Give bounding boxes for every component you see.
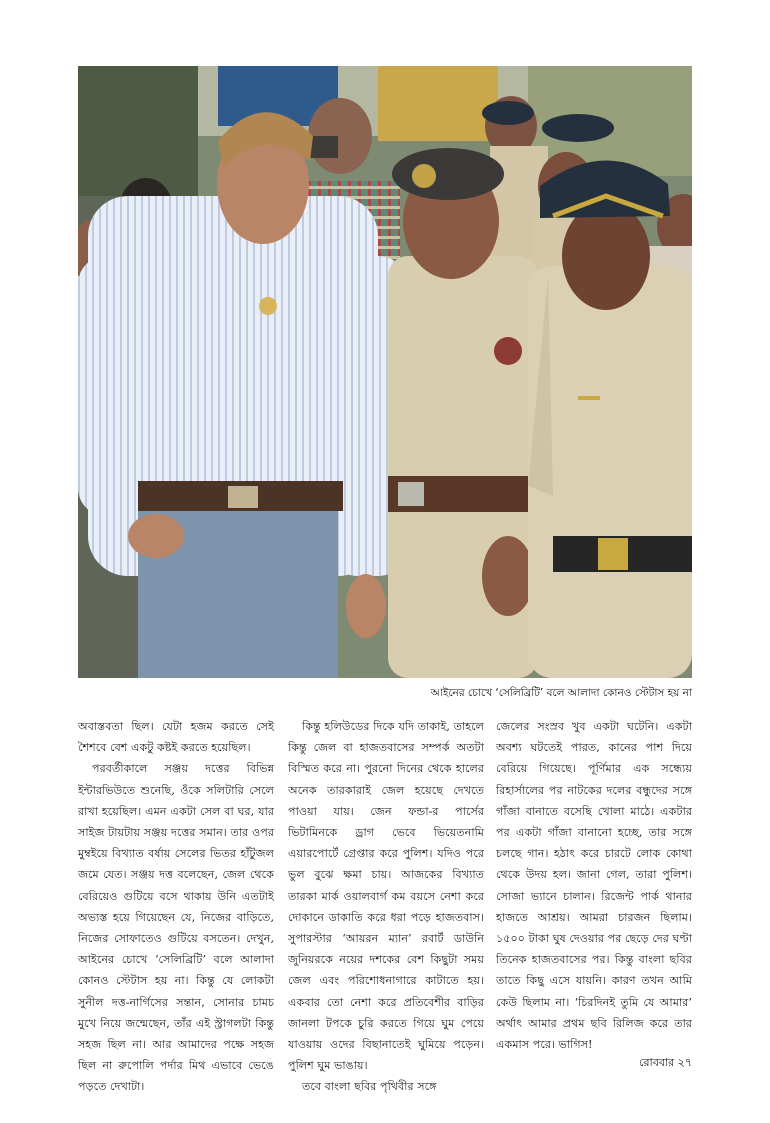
article-column-2 — [288, 716, 484, 1098]
article-photo — [78, 66, 692, 678]
article-paragraph: জেলের সংস্রব খুব একটা ঘটেনি। একটা অবশ্য ঘটতেই পারত, কানের পাশ দিয়ে বেরিয়ে গিয়েছে। পূর্ণিমার এক সন্ধ্যেয় রিহার্সালের পর নাটকের দলের বন্ধুদের সঙ্গে গাঁজা বানাতে বসেছি খোলা মাঠে। একটার পর একটা গাঁজা বানানো হচ্ছে, তার সঙ্গে চলছে গান। হঠাৎ করে চারটে লোক কোথা থেকে উদয় হল। জানা গেল, তারা পুলিশ। সোজা ভ্যানে চালান। রিজেন্ট পার্ক থানার হাজতে আশ্রয়। আমরা চারজন ছিলাম। ১৫০০ টাকা ঘুষ দেওয়ার পর ছেড়ে দের ঘণ্টা তিনেক হাজতবাসের পর। কিন্তু বাংলা ছবির তাতে কিছু এসে যায়নি। কারণ তখন আমি কেউ ছিলাম না। ‘চিরদিনই তুমি যে আমার’ অর্থাৎ আমার প্রথম ছবি রিলিজ করে তার একমাস পরে। ভাগিস! — [496, 720, 692, 1052]
page-footer: রোববার ২৭ — [639, 1056, 692, 1069]
article-paragraph: কিন্তু হলিউডের দিকে যদি তাকাই, তাহলে কিন্তু জেল বা হাজতবাসের সম্পর্ক অতটা বিস্মিত করে না। পুরনো দিনের থেকে হালের অনেক তারকারাই জেল হয়েছে দেখতে পাওয়া যায়। জেন ফন্ডা-র পার্সের ভিটামিনকে ড্রাগ ভেবে ভিয়েতনামি এয়ারপোর্টে গ্রেপ্তার করে পুলিশ। যদিও পরে ভুল বুঝে ক্ষমা চায়। আজকের বিখ্যাত তারকা মার্ক ওয়ালবার্গ কম বয়সে নেশা করে দোকানে ডাকাতি করে ধরা পড়ে হাজতবাস। সুপারস্টার ‘আয়রন ম্যান’ রবার্ট ডাউনি জুনিয়রকে নয়ের দশকের বেশ কিছুটা সময় জেল এবং পরিশোধনাগারে কাটাতে হয়। একবার তো নেশা করে প্রতিবেশীর বাড়ির জানলা টপকে চুরি করতে গিয়ে ঘুম পেয়ে যাওয়ায় ওদের বিছানাতেই ঘুমিয়ে পড়েন। পুলিশ ঘুম ভাঙায়। — [288, 720, 484, 1073]
article-paragraph: পরবর্তীকালে সঞ্জয় দত্তের বিভিন্ন ইন্টারভিউতে শুনেছি, ওঁকে সলিটারি সেলে রাখা হয়েছিল। এমন একটা সেল বা ঘর, যার সাইজ টায়টায় সঞ্জয় দত্তের সমান। তার ওপর মুম্বইয়ে বিখ্যাত বর্ষায় সেলের ভিতর হাঁটুজল জমে যেত। সঞ্জয় দত্ত বলেছেন, জেল থেকে বেরিয়েও গুটিয়ে বসে থাকায় উনি এতটাই অভ্যস্ত হয়ে গিয়েছেন যে, নিজের বাড়িতে, নিজের সোফাতেও গুটিয়ে বসতেন। দেখুন, আইনের চোখে ‘সেলিব্রিটি’ বলে আলাদা কোনও স্টেটাস হয় না। কিন্তু যে লোকটা সুনীল দত্ত-নার্গিসের সন্তান, সোনার চামচ মুখে নিয়ে জন্মেছেন, তাঁর এই স্ট্রাগলটা কিন্তু সহজ ছিল না। আর আমাদের পক্ষে সহজ ছিল না রুপোলি পর্দার মিথ এভাবে ভেঙে পড়তে দেখাটা। — [78, 762, 274, 1094]
article-column-1 — [78, 716, 274, 1098]
article-column-3 — [496, 716, 692, 1055]
photo-caption: আইনের চোখে ‘সেলিব্রিটি’ বলে আলাদা কোনও স্টেটাস হয় না — [430, 687, 692, 699]
article-paragraph: অবাস্তবতা ছিল। যেটা হজম করতে সেই শৈশবে বেশ একটু কষ্টই করতে হয়েছিল। — [78, 720, 274, 755]
article-paragraph: তবে বাংলা ছবির পৃথিবীর সঙ্গে — [302, 1080, 437, 1094]
